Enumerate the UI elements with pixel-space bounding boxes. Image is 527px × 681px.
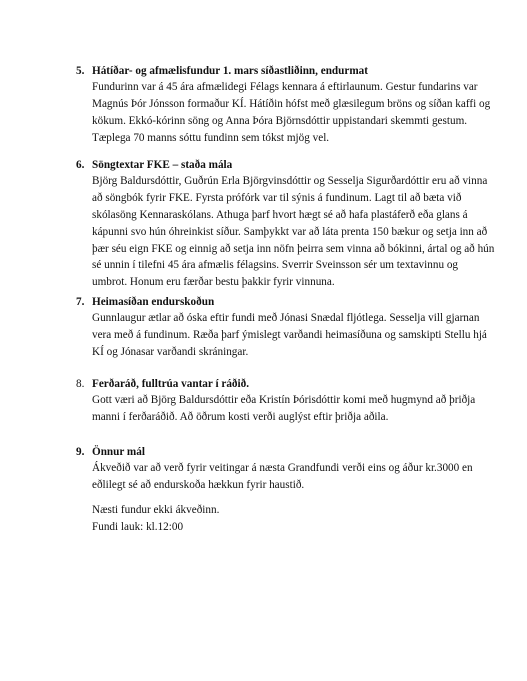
body-line: manni í ferðaráðið. Að öðrum kosti verði auglýst eftir þriðja aðila. [92, 410, 389, 423]
body-line: Tæplega 70 manns sóttu fundinn sem tókst mjög vel. [92, 131, 330, 144]
body-line: Magnús Þór Jónsson formaður KÍ. Hátíðin hófst með glæsilegum bröns og síðan kaffi og [92, 97, 491, 110]
section-heading [76, 444, 476, 460]
body-line: KÍ og Jónasar varðandi skráningar. [92, 345, 249, 358]
section-8 [76, 376, 476, 426]
section-heading [76, 63, 476, 79]
section-title: Heimasíðan endurskoðun [92, 296, 215, 308]
section-number: 5. [76, 65, 85, 77]
body-line: umbrot. Honum eru færðar bestu þakkir fyrir vinnuna. [92, 276, 335, 289]
body-line: þær séu eign FKE og einnig að setja inn nöfn þeirra sem vinna að bókinni, ártal og að hún [92, 242, 495, 255]
section-9 [76, 444, 476, 536]
next-meeting-line: Næsti fundur ekki ákveðinn. [92, 503, 220, 516]
body-line: vera með á fundinum. Ræða þarf ýmislegt varðandi heimasíðuna og samskipti Stellu hjá [92, 328, 487, 341]
section-number: 6. [76, 159, 85, 171]
section-6 [76, 157, 495, 291]
meeting-end-line: Fundi lauk: kl.12:00 [92, 520, 184, 533]
body-line: Björg Baldursdóttir, Guðrún Erla Björgvinsdóttir og Sesselja Sigurðardóttir eru að vinna [92, 175, 488, 187]
section-heading [76, 294, 476, 310]
section-5 [76, 63, 491, 147]
body-line: eðlilegt sé að endurskoða hækkun fyrir haustið. [92, 478, 305, 491]
section-number: 7. [76, 296, 85, 308]
body-line: Gott væri að Björg Baldursdóttir eða Kristín Þórisdóttir komi með hugmynd að þriðja [92, 394, 476, 406]
body-line: Gunnlaugur ætlar að óska eftir fundi með Jónasi Snædal fljótlega. Sesselja vill gjarnan [92, 312, 480, 324]
section-title: Söngtextar FKE – staða mála [92, 159, 233, 171]
body-line: að söngbók fyrir FKE. Fyrsta prófórk var til sýnis á fundinum. Lagt til að bæta við [92, 191, 462, 204]
body-line: kápunni svo hún óhreinkist síður. Samþykkt var að láta prenta 150 bækur og setja inn að [92, 225, 488, 238]
section-number: 8. [76, 378, 85, 390]
section-7 [76, 294, 487, 361]
body-line: Fundurinn var á 45 ára afmælidegi Félags kennara á eftirlaunum. Gestur fundarins var [92, 81, 478, 93]
body-line: skólasöng Kennaraskólans. Athuga þarf hvort hægt sé að hafa plastáferð eða glans á [92, 208, 468, 221]
body-line: sé unnin í tilefni 45 ára afmælis félagsins. Sverrir Sveinsson sér um textavinnu og [92, 259, 459, 272]
section-body [92, 79, 491, 147]
section-number: 9. [76, 446, 85, 458]
section-title: Ferðaráð, fulltrúa vantar í ráðið. [92, 378, 250, 390]
paragraph-gap [92, 494, 476, 502]
section-body [92, 392, 476, 426]
section-title: Hátíðar- og afmælisfundur 1. mars síðastliðinn, endurmat [92, 65, 368, 77]
body-line: Ákveðið var að verð fyrir veitingar á næsta Grandfundi verði eins og áður kr.3000 en [92, 462, 473, 474]
section-body [92, 460, 476, 536]
section-title: Önnur mál [92, 446, 145, 458]
section-heading [76, 376, 476, 392]
section-body [92, 173, 495, 291]
section-body [92, 310, 487, 361]
section-heading [76, 157, 476, 173]
body-line: kökum. Ekkó-kórinn söng og Anna Þóra Björnsdóttir uppistandari skemmti gestum. [92, 114, 468, 127]
